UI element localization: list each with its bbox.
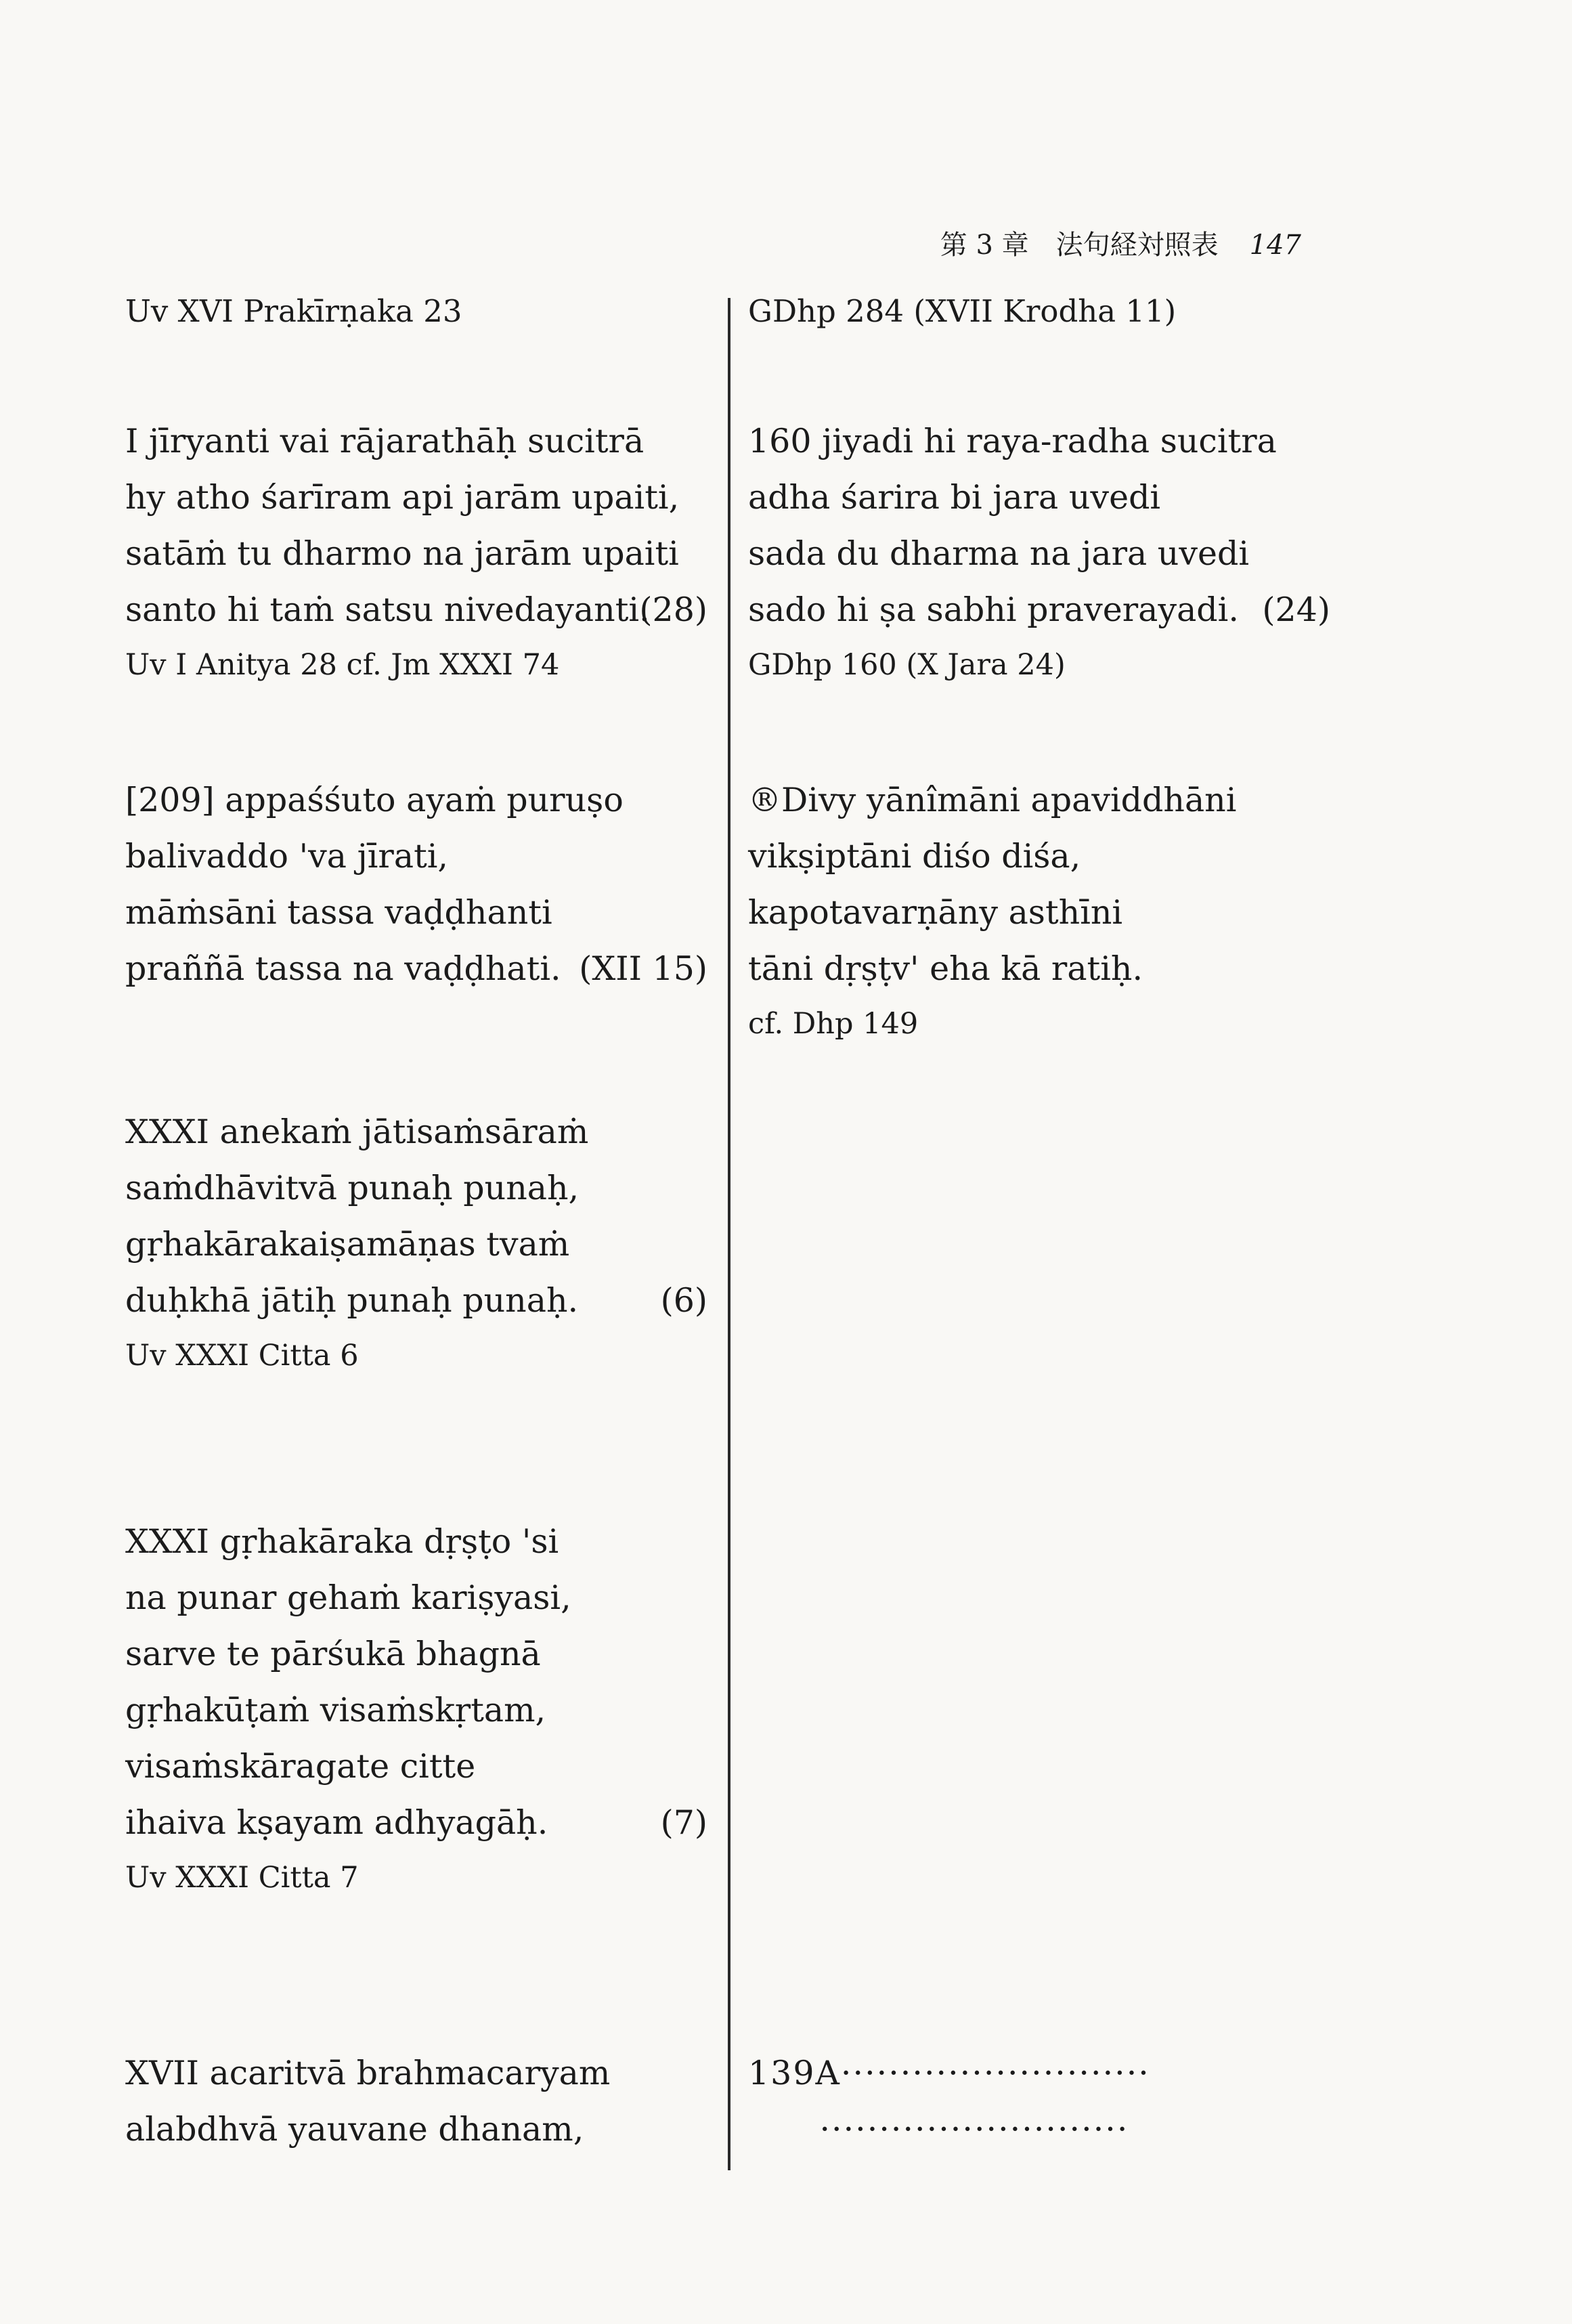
verse-line: gṛhakārakaiṣamāṇas tvaṁ — [125, 1225, 570, 1264]
cross-reference: Uv XXXI Citta 6 — [125, 1339, 359, 1373]
verse-line-placeholder: 139A·························· — [748, 2054, 1150, 2092]
verse-number: (6) — [660, 1281, 707, 1320]
verse-line-text: praññā tassa na vaḍḍhati. — [125, 949, 561, 988]
verse — [748, 413, 1330, 638]
right-block-2 — [748, 772, 1330, 1051]
verse-number: (7) — [660, 1803, 707, 1842]
verse-line-text: ihaiva kṣayam adhyagāḥ. — [125, 1803, 548, 1842]
verse-line-last — [125, 941, 707, 997]
verse — [125, 2045, 707, 2157]
cross-reference: GDhp 160 (X Jara 24) — [748, 648, 1066, 682]
right-block-1 — [748, 413, 1330, 692]
verse-line-last — [125, 582, 707, 638]
right-column-header: GDhp 284 (XVII Krodha 11) — [748, 293, 1177, 329]
verse-line-last — [125, 1272, 707, 1329]
verse-line: sarve te pārśukā bhagnā — [125, 1635, 541, 1673]
verse-line-placeholder: ·························· — [748, 2110, 1129, 2149]
left-block-4 — [125, 1513, 707, 1905]
verse-line: kapotavarṇāny asthīni — [748, 893, 1123, 932]
chapter-title: 第 3 章 法句経対照表 — [940, 230, 1219, 261]
verse-line: visaṁskāragate citte — [125, 1747, 476, 1786]
verse-line: I jīryanti vai rājarathāḥ sucitrā — [125, 422, 645, 460]
verse-line: gṛhakūṭaṁ visaṁskṛtam, — [125, 1691, 546, 1729]
verse-line: na punar gehaṁ kariṣyasi, — [125, 1578, 571, 1617]
verse-line: balivaddo 'va jīrati, — [125, 837, 449, 876]
verse-line: hy atho śarīram api jarām upaiti, — [125, 478, 680, 517]
verse-line: māṁsāni tassa vaḍḍhanti — [125, 893, 552, 932]
verse-number: (24) — [1262, 590, 1330, 629]
left-block-2 — [125, 772, 707, 997]
verse-line: satāṁ tu dharmo na jarām upaiti — [125, 534, 679, 573]
cross-reference: cf. Dhp 149 — [748, 1007, 919, 1041]
verse-line: vikṣiptāni diśo diśa, — [748, 837, 1081, 876]
verse-line: saṁdhāvitvā punaḥ punaḥ, — [125, 1169, 580, 1207]
left-block-5 — [125, 2045, 707, 2157]
verse-line: ®Divy yānîmāni apaviddhāni — [748, 781, 1237, 819]
verse — [125, 772, 707, 997]
left-column-header: Uv XVI Prakīrṇaka 23 — [125, 293, 462, 329]
verse-line: XVII acaritvā brahmacaryam — [125, 2054, 611, 2092]
verse-number: (XII 15) — [579, 949, 707, 988]
cross-reference: Uv XXXI Citta 7 — [125, 1861, 359, 1895]
verse-line: tāni dṛṣṭv' eha kā ratiḥ. — [748, 949, 1143, 988]
page-number: 147 — [1249, 230, 1301, 261]
verse-line: 160 jiyadi hi raya-radha sucitra — [748, 422, 1277, 460]
verse-line-text: duḥkhā jātiḥ punaḥ punaḥ. — [125, 1281, 579, 1320]
column-divider — [728, 298, 730, 2170]
verse-line-last — [748, 582, 1330, 638]
verse-line-text: sado hi ṣa sabhi praverayadi. — [748, 590, 1239, 629]
verse-line: sada du dharma na jara uvedi — [748, 534, 1250, 573]
verse-line: [209] appaśśuto ayaṁ puruṣo — [125, 781, 624, 819]
left-block-3 — [125, 1104, 707, 1383]
verse — [748, 2045, 1330, 2157]
verse-number: (28) — [639, 590, 707, 629]
verse — [125, 1513, 707, 1851]
verse-line-text: santo hi taṁ satsu nivedayanti. — [125, 590, 650, 629]
verse-line: XXXI gṛhakāraka dṛṣṭo 'si — [125, 1522, 559, 1561]
verse — [125, 413, 707, 638]
verse-line: alabdhvā yauvane dhanam, — [125, 2110, 584, 2149]
verse — [748, 772, 1330, 997]
verse-line-last — [125, 1794, 707, 1851]
cross-reference: Uv I Anitya 28 cf. Jm XXXI 74 — [125, 648, 560, 682]
left-block-1 — [125, 413, 707, 692]
verse-line: adha śarira bi jara uvedi — [748, 478, 1161, 517]
verse-line: XXXI anekaṁ jātisaṁsāraṁ — [125, 1113, 589, 1151]
right-block-3 — [748, 2045, 1330, 2157]
running-head — [940, 223, 1301, 262]
verse — [125, 1104, 707, 1329]
